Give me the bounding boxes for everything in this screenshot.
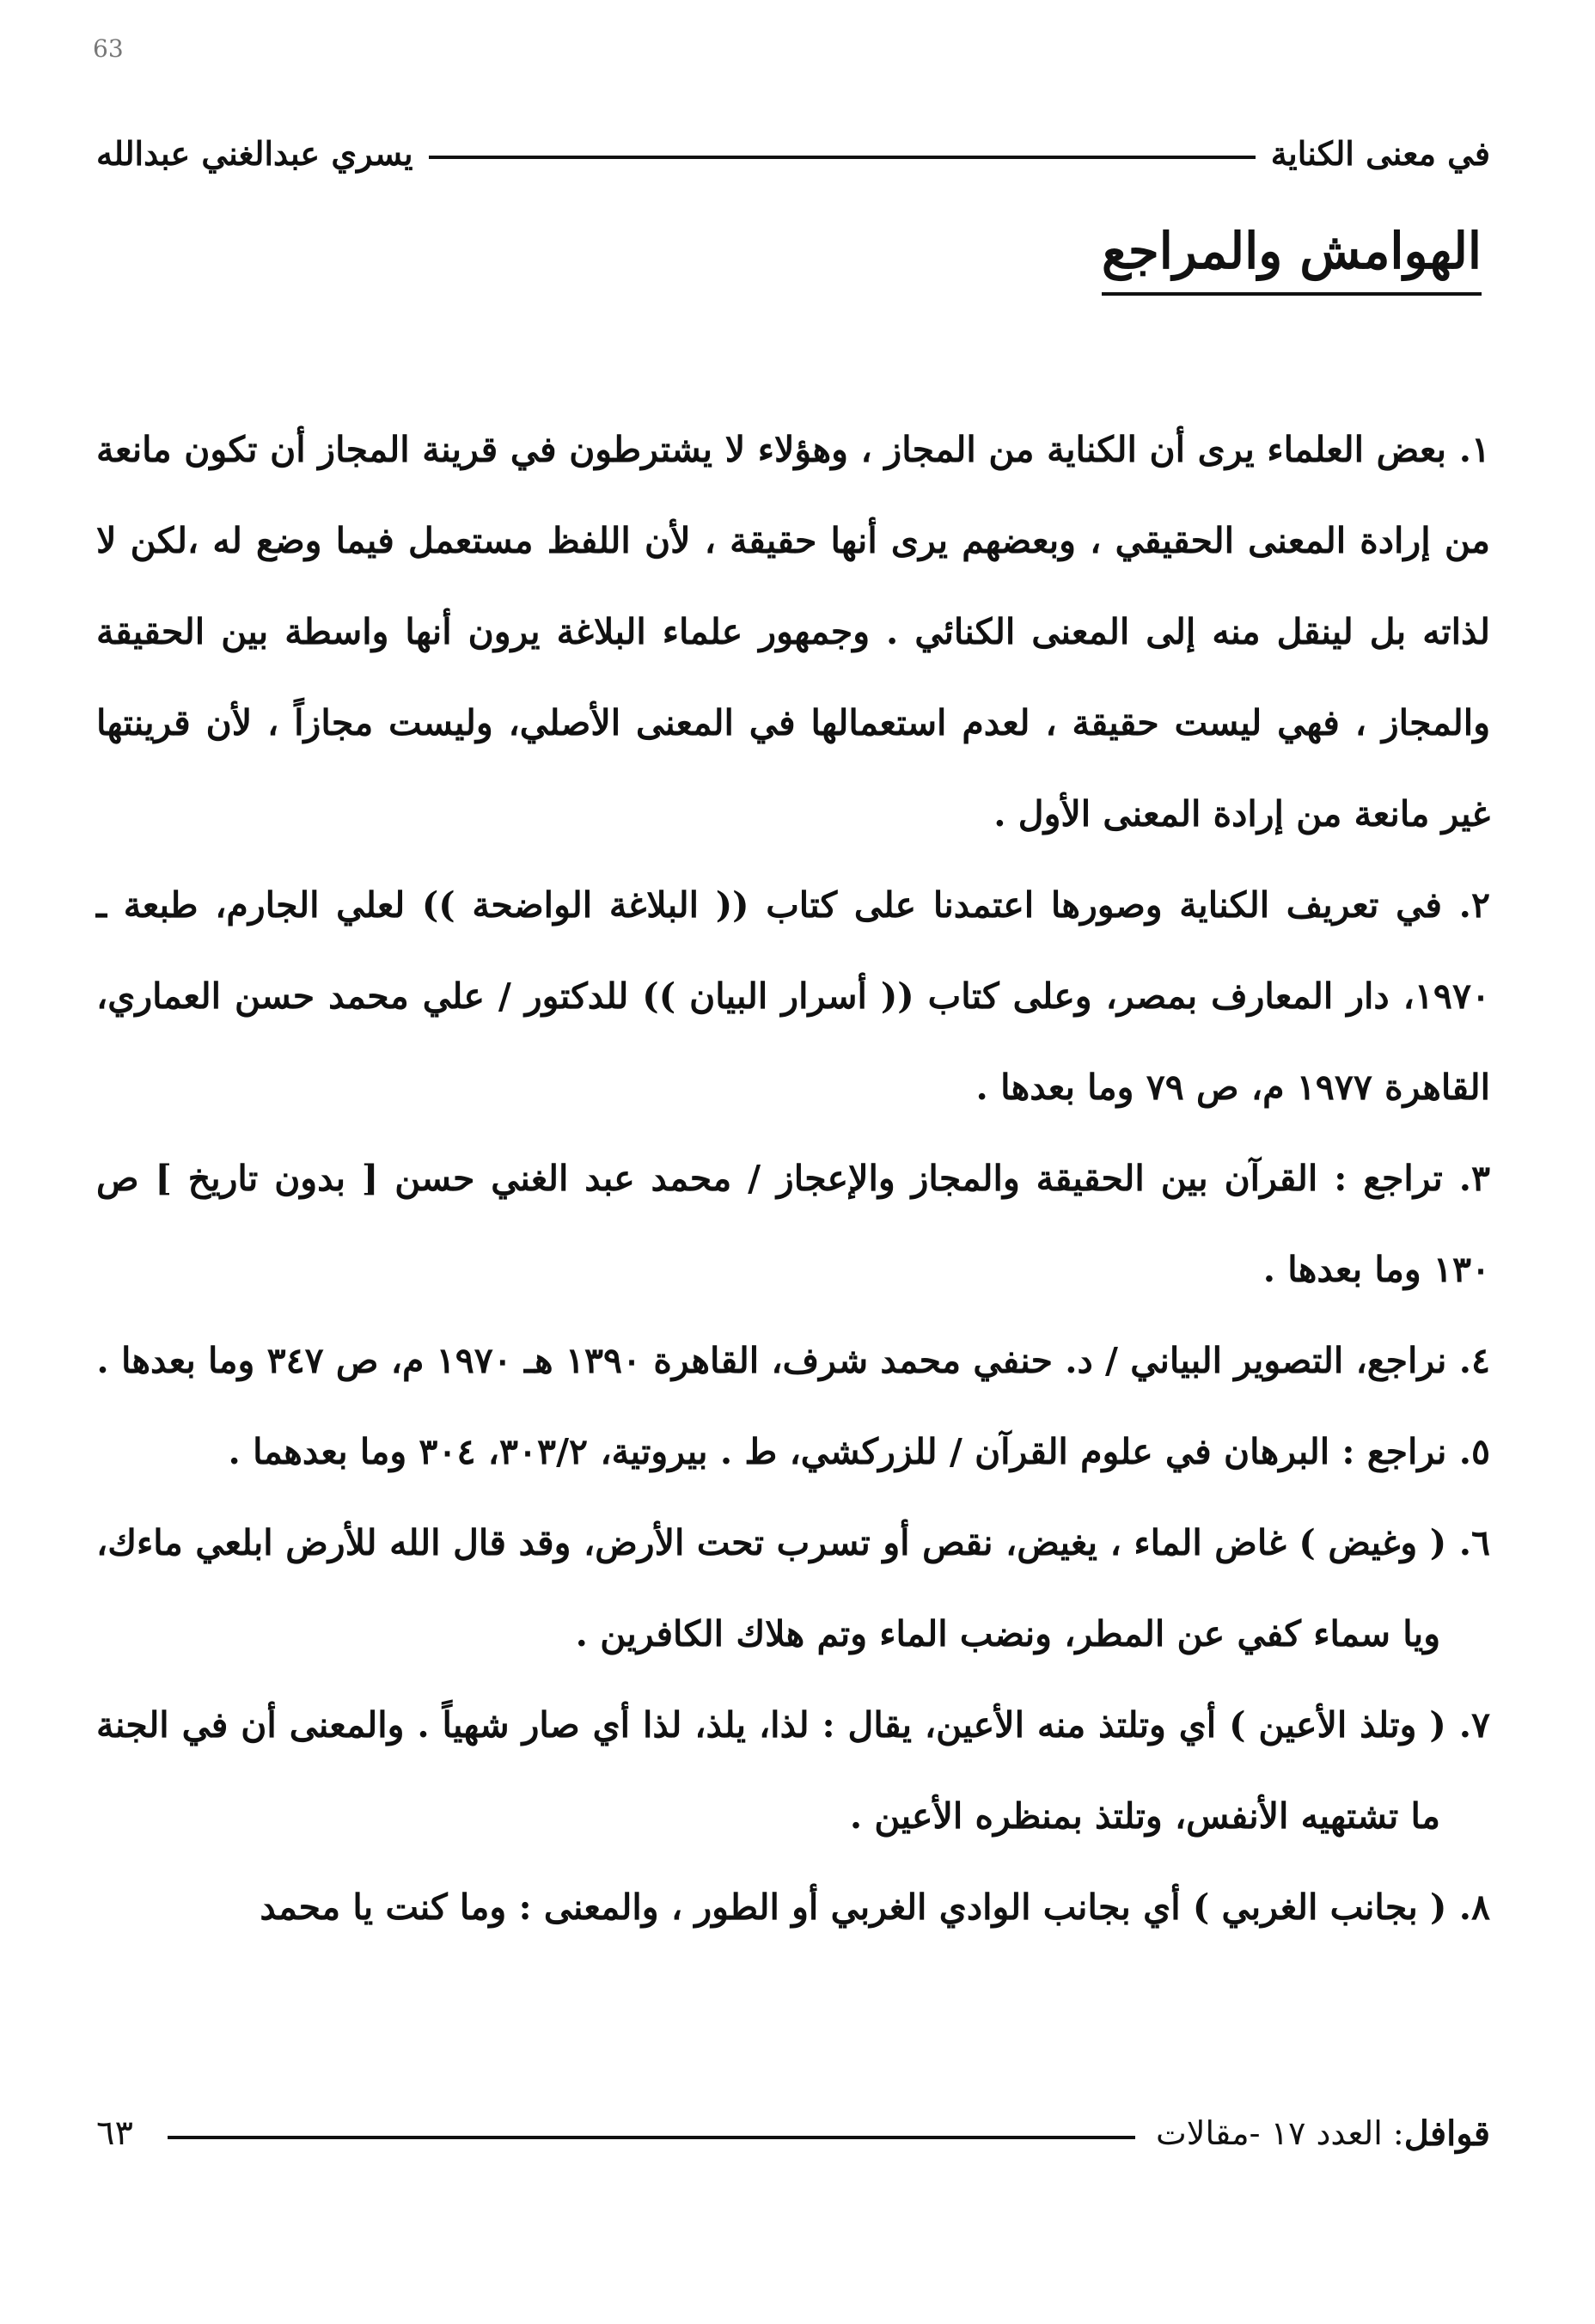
footer-rule bbox=[168, 2136, 1135, 2139]
note-text: نراجع : البرهان في علوم القرآن / للزركشي، ط . بيروتية، ٣٠٣/٢، ٣٠٤ وما بعدهما . bbox=[228, 1431, 1447, 1472]
page-number: ٦٣ bbox=[96, 2113, 133, 2153]
footer-journal-name: قوافل bbox=[1403, 2113, 1490, 2154]
running-footer bbox=[96, 2107, 1490, 2159]
footer-issue: : العدد ١٧ -مقالات bbox=[1156, 2114, 1404, 2152]
note-2 bbox=[96, 859, 1490, 1133]
note-number: ٨. bbox=[1458, 1887, 1490, 1928]
note-number: ٥. bbox=[1458, 1431, 1490, 1472]
note-3 bbox=[96, 1133, 1490, 1315]
note-6 bbox=[96, 1497, 1490, 1679]
running-header bbox=[96, 127, 1490, 179]
note-number: ٣. bbox=[1458, 1158, 1491, 1199]
note-text: بعض العلماء يرى أن الكناية من المجاز ، وهؤلاء لا يشترطون في قرينة المجاز أن تكون مانعة من إرادة المعنى الحقيقي ، وبعضهم يرى أنها حقيقة ، لأن اللفظ مستعمل فيما وضع له ،لكن لا لذاته بل لينقل منه إلى المعنى الكنائي . وجمهور علماء البلاغة يرون أنها واسطة بين الحقيقة والمجاز ، فهي ليست حقيقة ، لعدم استعمالها في المعنى الأصلي، وليست مجازاً ، لأن قرينتها غير مانعة من إرادة المعنى الأول . bbox=[96, 429, 1490, 835]
note-number: ٧. bbox=[1458, 1704, 1490, 1746]
page-corner-mark: 63 bbox=[93, 34, 124, 63]
note-number: ٢. bbox=[1458, 884, 1490, 926]
header-author: يسري عبدالغني عبدالله bbox=[96, 133, 413, 173]
notes-list bbox=[96, 404, 1490, 1953]
header-title: في معنى الكناية bbox=[1270, 133, 1490, 173]
note-number: ١. bbox=[1458, 429, 1490, 470]
note-number: ٤. bbox=[1458, 1340, 1490, 1381]
note-text: ( وغيض ) غاض الماء ، يغيض، نقص أو تسرب تحت الأرض، وقد قال الله للأرض ابلعي ماءك، ويا سماء كفي عن المطر، ونضب الماء وتم هلاك الكافرين . bbox=[96, 1522, 1447, 1654]
note-7 bbox=[96, 1679, 1490, 1862]
note-text: ( بجانب الغربي ) أي بجانب الوادي الغربي أو الطور ، والمعنى : وما كنت يا محمد bbox=[260, 1887, 1447, 1928]
header-rule bbox=[429, 156, 1256, 159]
note-number: ٦. bbox=[1458, 1522, 1490, 1563]
note-text: في تعريف الكناية وصورها اعتمدنا على كتاب (( البلاغة الواضحة )) لعلي الجارم، طبعة ـ ١٩٧٠، دار المعارف بمصر، وعلى كتاب (( أسرار البيان )) للدكتور / علي محمد حسن العماري، القاهرة ١٩٧٧ م، ص ٧٩ وما بعدها . bbox=[96, 884, 1490, 1108]
note-5 bbox=[96, 1406, 1490, 1497]
note-text: نراجع، التصوير البياني / د. حنفي محمد شرف، القاهرة ١٣٩٠ هـ ١٩٧٠ م، ص ٣٤٧ وما بعدها . bbox=[96, 1340, 1447, 1381]
note-8 bbox=[96, 1862, 1490, 1953]
note-4 bbox=[96, 1315, 1490, 1406]
section-title: الهوامش والمراجع bbox=[1102, 222, 1482, 296]
note-text: تراجع : القرآن بين الحقيقة والمجاز والإعجاز / محمد عبد الغني حسن [ بدون تاريخ ] ص ١٣٠ وما بعدها . bbox=[96, 1158, 1490, 1290]
note-text: ( وتلذ الأعين ) أي وتلتذ منه الأعين، يقال : لذا، يلذ، لذا أي صار شهياً . والمعنى أن في الجنة ما تشتهيه الأنفس، وتلتذ بمنظره الأعين . bbox=[96, 1704, 1446, 1837]
note-1 bbox=[96, 404, 1490, 859]
